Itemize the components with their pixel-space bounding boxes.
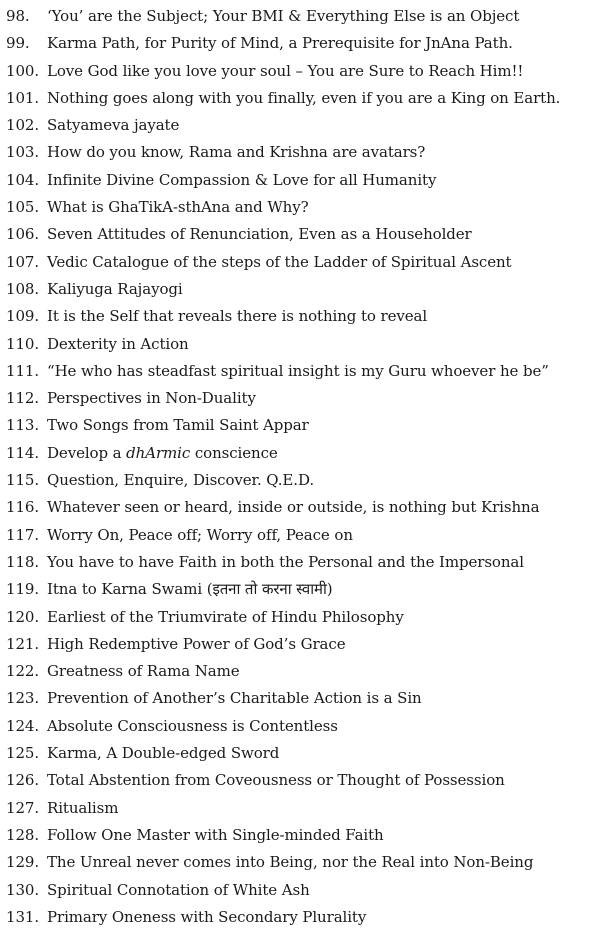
list-item-title: Nothing goes along with you finally, even if you are a King on Earth. bbox=[47, 88, 561, 107]
list-item bbox=[0, 303, 600, 330]
list-item-number: 127. bbox=[6, 798, 39, 817]
list-item-number: 107. bbox=[6, 252, 39, 271]
list-item-number: 120. bbox=[6, 607, 39, 626]
list-item-number: 110. bbox=[6, 334, 39, 353]
list-item-title: Spiritual Connotation of White Ash bbox=[47, 880, 310, 899]
list-item bbox=[0, 3, 600, 30]
list-item-title: It is the Self that reveals there is nothing to reveal bbox=[47, 307, 428, 326]
list-item-number: 118. bbox=[6, 552, 39, 571]
list-item-number: 99. bbox=[6, 34, 30, 53]
list-item-number: 123. bbox=[6, 689, 39, 708]
list-item bbox=[0, 576, 600, 603]
list-item-number: 102. bbox=[6, 116, 39, 135]
list-item-number: 108. bbox=[6, 279, 39, 298]
list-item bbox=[0, 795, 600, 822]
list-item-title: Follow One Master with Single-minded Faith bbox=[47, 825, 384, 844]
list-item-number: 122. bbox=[6, 662, 39, 681]
list-item bbox=[0, 85, 600, 112]
list-item bbox=[0, 849, 600, 876]
list-item bbox=[0, 740, 600, 767]
list-item-title bbox=[47, 440, 278, 467]
list-item bbox=[0, 494, 600, 521]
list-item-title: Karma, A Double-edged Sword bbox=[47, 744, 280, 763]
list-item-number: 116. bbox=[6, 498, 39, 517]
list-item-number: 112. bbox=[6, 389, 39, 408]
list-item bbox=[0, 767, 600, 794]
list-item bbox=[0, 331, 600, 358]
list-item-number: 113. bbox=[6, 416, 39, 435]
list-item bbox=[0, 30, 600, 57]
list-item bbox=[0, 440, 600, 467]
list-item-number: 126. bbox=[6, 771, 39, 790]
list-item-number: 124. bbox=[6, 716, 39, 735]
list-item-title: Question, Enquire, Discover. Q.E.D. bbox=[47, 471, 314, 490]
list-item bbox=[0, 631, 600, 658]
list-item-title: Seven Attitudes of Renunciation, Even as a Householder bbox=[47, 225, 472, 244]
list-item-title: Worry On, Peace off; Worry off, Peace on bbox=[47, 525, 353, 544]
list-item-number: 130. bbox=[6, 880, 39, 899]
list-item-title: Earliest of the Triumvirate of Hindu Philosophy bbox=[47, 607, 404, 626]
list-item bbox=[0, 549, 600, 576]
list-item-title: Love God like you love your soul – You are Sure to Reach Him!! bbox=[47, 61, 524, 80]
list-item-title: Vedic Catalogue of the steps of the Ladder of Spiritual Ascent bbox=[47, 252, 512, 271]
list-item-title: Kaliyuga Rajayogi bbox=[47, 279, 183, 298]
list-item-number: 125. bbox=[6, 744, 39, 763]
list-item-number: 101. bbox=[6, 88, 39, 107]
list-item bbox=[0, 249, 600, 276]
list-item-number: 100. bbox=[6, 61, 39, 80]
list-item bbox=[0, 604, 600, 631]
list-item bbox=[0, 358, 600, 385]
list-item bbox=[0, 276, 600, 303]
list-item-number: 119. bbox=[6, 580, 39, 599]
list-item-number: 129. bbox=[6, 853, 39, 872]
toc-list bbox=[0, 3, 600, 931]
list-item-title: High Redemptive Power of God’s Grace bbox=[47, 634, 346, 653]
list-item-title: Greatness of Rama Name bbox=[47, 662, 240, 681]
list-item bbox=[0, 412, 600, 439]
list-item-title: Total Abstention from Coveousness or Thought of Possession bbox=[47, 771, 505, 790]
list-item-title-part: conscience bbox=[190, 443, 278, 462]
list-item bbox=[0, 822, 600, 849]
list-item bbox=[0, 58, 600, 85]
list-item bbox=[0, 139, 600, 166]
list-item-title: Infinite Divine Compassion & Love for all Humanity bbox=[47, 170, 437, 189]
list-item-title: Two Songs from Tamil Saint Appar bbox=[47, 416, 309, 435]
list-item-title: Primary Oneness with Secondary Plurality bbox=[47, 907, 367, 926]
list-item-number: 98. bbox=[6, 7, 30, 25]
list-item-title: “He who has steadfast spiritual insight is my Guru whoever he be” bbox=[47, 361, 549, 380]
table-of-contents-page bbox=[0, 3, 600, 931]
list-item bbox=[0, 221, 600, 248]
list-item bbox=[0, 167, 600, 194]
list-item-title: Prevention of Another’s Charitable Action is a Sin bbox=[47, 689, 422, 708]
list-item bbox=[0, 685, 600, 712]
list-item-number: 115. bbox=[6, 471, 39, 490]
list-item-title: Dexterity in Action bbox=[47, 334, 189, 353]
list-item-title: ‘You’ are the Subject; Your BMI & Everything Else is an Object bbox=[47, 7, 520, 25]
list-item bbox=[0, 658, 600, 685]
list-item-title: Ritualism bbox=[47, 798, 119, 817]
list-item bbox=[0, 713, 600, 740]
list-item-title: Satyameva jayate bbox=[47, 116, 180, 135]
list-item bbox=[0, 877, 600, 904]
list-item-title: Absolute Consciousness is Contentless bbox=[47, 716, 338, 735]
list-item-number: 105. bbox=[6, 198, 39, 217]
list-item-title: You have to have Faith in both the Personal and the Impersonal bbox=[47, 552, 524, 571]
list-item-number: 128. bbox=[6, 825, 39, 844]
list-item-number: 104. bbox=[6, 170, 39, 189]
list-item-number: 106. bbox=[6, 225, 39, 244]
list-item-title-emphasis: dhArmic bbox=[126, 443, 191, 462]
list-item-number: 109. bbox=[6, 307, 39, 326]
list-item-title: How do you know, Rama and Krishna are avatars? bbox=[47, 143, 426, 162]
list-item-title: What is GhaTikA-sthAna and Why? bbox=[47, 198, 309, 217]
list-item-number: 121. bbox=[6, 634, 39, 653]
list-item-title-part: Develop a bbox=[47, 443, 127, 462]
list-item bbox=[0, 904, 600, 931]
list-item-number: 111. bbox=[6, 361, 39, 380]
list-item bbox=[0, 522, 600, 549]
list-item-title: Itna to Karna Swami (इतना तो करना स्वामी) bbox=[47, 580, 333, 599]
list-item-title: Perspectives in Non-Duality bbox=[47, 389, 256, 408]
list-item-title: The Unreal never comes into Being, nor the Real into Non-Being bbox=[47, 853, 534, 872]
list-item bbox=[0, 467, 600, 494]
list-item-number: 103. bbox=[6, 143, 39, 162]
list-item-title: Whatever seen or heard, inside or outside, is nothing but Krishna bbox=[47, 498, 540, 517]
list-item bbox=[0, 112, 600, 139]
list-item bbox=[0, 194, 600, 221]
list-item-title: Karma Path, for Purity of Mind, a Prerequisite for JnAna Path. bbox=[47, 34, 513, 53]
list-item-number: 114. bbox=[6, 443, 39, 462]
list-item bbox=[0, 385, 600, 412]
list-item-number: 131. bbox=[6, 907, 39, 926]
list-item-number: 117. bbox=[6, 525, 39, 544]
